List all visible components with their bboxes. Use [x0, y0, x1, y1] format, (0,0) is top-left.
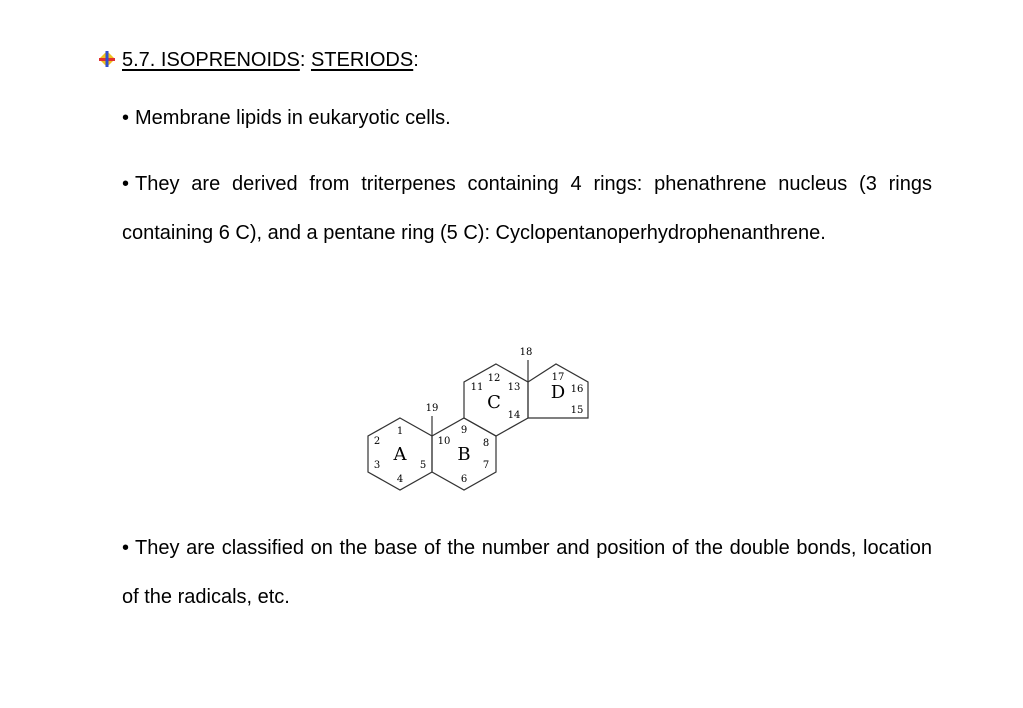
- atom-label: 17: [551, 372, 565, 383]
- heading-number: 5.7. ISOPRENOIDS: [122, 49, 300, 71]
- atom-label: 8: [482, 438, 490, 449]
- ring-letter-a: A: [393, 444, 407, 465]
- atom-label: 11: [470, 382, 484, 393]
- atom-label: 12: [487, 373, 501, 384]
- ring-letter-d: D: [550, 382, 566, 403]
- heading-topic: STERIODS: [310, 49, 414, 71]
- atom-label: 2: [373, 436, 381, 447]
- atom-label: 10: [437, 436, 451, 447]
- atom-label: 16: [570, 384, 584, 395]
- bullet-item: [122, 160, 932, 258]
- slide-heading: [98, 47, 419, 73]
- atom-label: 15: [570, 405, 584, 416]
- atom-label: 9: [460, 425, 468, 436]
- bullet-text: They are derived from triterpenes containing 4 rings: phenathrene nucleus (3 rings containing 6 C), and a pentane ring (5 C): Cyclopentanoperhydrophenanthrene.: [122, 173, 932, 244]
- atom-label: 5: [419, 460, 427, 471]
- bullet-marker: •: [122, 173, 130, 195]
- atom-label: 3: [373, 460, 381, 471]
- steroid-skeleton-svg: [360, 336, 600, 496]
- atom-label: 1: [396, 426, 404, 437]
- bullet-text: Membrane lipids in eukaryotic cells.: [135, 107, 451, 129]
- bullet-marker: •: [122, 537, 130, 559]
- heading-sep2: :: [413, 49, 419, 71]
- atom-label: 14: [507, 410, 521, 421]
- atom-label: 19: [425, 403, 439, 414]
- bullet-item: [122, 524, 932, 622]
- ring-letter-b: B: [457, 444, 471, 465]
- atom-label: 7: [482, 460, 490, 471]
- atom-label: 4: [396, 474, 404, 485]
- bullet-item: [122, 94, 932, 143]
- bullet-marker: •: [122, 107, 130, 129]
- bullet-text: They are classified on the base of the number and position of the double bonds, location of the radicals, etc.: [122, 537, 932, 608]
- steroid-structure-diagram: [360, 336, 600, 501]
- atom-label: 6: [460, 474, 468, 485]
- atom-label: 18: [519, 347, 533, 358]
- diamond-bullet-icon: [98, 49, 116, 67]
- ring-letter-c: C: [487, 392, 501, 413]
- atom-label: 13: [507, 382, 521, 393]
- heading-sep1: :: [299, 49, 311, 71]
